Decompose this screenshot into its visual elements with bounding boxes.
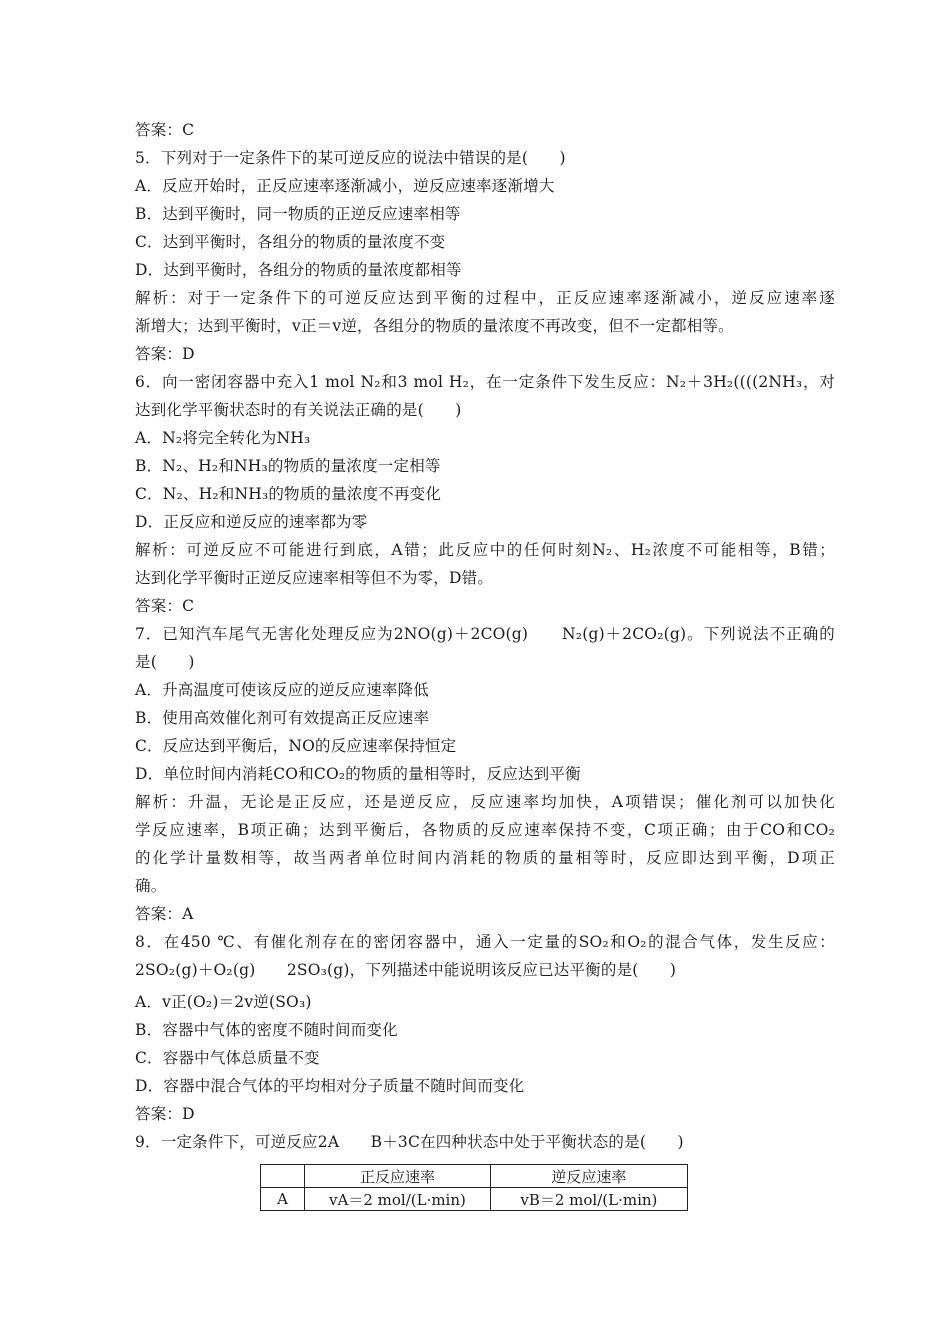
analysis-line: 解析：可逆反应不可能进行到底，A错；此反应中的任何时刻N₂、H₂浓度不可能相等，B错； xyxy=(135,541,835,559)
table-cell: A xyxy=(261,1188,305,1211)
question-8-cont: 2SO₂(g)＋O₂(g) 2SO₃(g)，下列描述中能说明该反应已达平衡的是( ) xyxy=(135,961,677,979)
option-line: A．升高温度可使该反应的逆反应速率降低 xyxy=(135,681,429,699)
option-line: B．使用高效催化剂可有效提高正反应速率 xyxy=(135,709,430,727)
question-7-cont: 是( ) xyxy=(135,653,195,671)
rate-table xyxy=(260,1164,688,1211)
option-line: A．反应开始时，正反应速率逐渐减小，逆反应速率逐渐增大 xyxy=(135,177,555,195)
table-cell: vA＝2 mol/(L·min) xyxy=(305,1188,491,1211)
analysis-line: 的化学计量数相等，故当两者单位时间内消耗的物质的量相等时，反应即达到平衡，D项正 xyxy=(135,849,835,867)
table-header-cell xyxy=(261,1165,305,1188)
analysis-line: 解析：对于一定条件下的可逆反应达到平衡的过程中，正反应速率逐渐减小，逆反应速率逐 xyxy=(135,289,835,307)
answer-line: 答案：C xyxy=(135,597,195,615)
answer-line: 答案：D xyxy=(135,1105,195,1123)
question-9: 9．一定条件下，可逆反应2A B＋3C在四种状态中处于平衡状态的是( ) xyxy=(135,1133,684,1151)
option-line: C．容器中气体总质量不变 xyxy=(135,1049,320,1067)
question-8: 8．在450 ℃、有催化剂存在的密闭容器中，通入一定量的SO₂和O₂的混合气体，发生反应： xyxy=(135,933,835,951)
option-line: C．达到平衡时，各组分的物质的量浓度不变 xyxy=(135,233,446,251)
question-6: 6．向一密闭容器中充入1 mol N₂和3 mol H₂，在一定条件下发生反应：N₂＋3H₂((((2NH₃，对 xyxy=(135,373,835,391)
question-5: 5．下列对于一定条件下的某可逆反应的说法中错误的是( ) xyxy=(135,149,566,167)
analysis-line: 确。 xyxy=(135,877,167,895)
option-line: B．容器中气体的密度不随时间而变化 xyxy=(135,1021,398,1039)
option-line: D．单位时间内消耗CO和CO₂的物质的量相等时，反应达到平衡 xyxy=(135,765,581,783)
question-7: 7．已知汽车尾气无害化处理反应为2NO(g)＋2CO(g) N₂(g)＋2CO₂(g)。下列说法不正确的 xyxy=(135,625,835,643)
analysis-line: 学反应速率，B项正确；达到平衡后，各物质的反应速率保持不变，C项正确；由于CO和CO₂ xyxy=(135,821,835,839)
option-line: D．容器中混合气体的平均相对分子质量不随时间而变化 xyxy=(135,1077,525,1095)
table-cell: vB＝2 mol/(L·min) xyxy=(490,1188,687,1211)
answer-line: 答案：D xyxy=(135,345,195,363)
analysis-line: 渐增大；达到平衡时，v正＝v逆，各组分的物质的量浓度不再改变，但不一定都相等。 xyxy=(135,317,734,335)
option-line: C．反应达到平衡后，NO的反应速率保持恒定 xyxy=(135,737,457,755)
analysis-line: 解析：升温，无论是正反应，还是逆反应，反应速率均加快，A项错误；催化剂可以加快化 xyxy=(135,793,835,811)
answer-line: 答案：C xyxy=(135,121,195,139)
option-line: A．N₂将完全转化为NH₃ xyxy=(135,429,311,447)
option-line: A．v正(O₂)＝2v逆(SO₃) xyxy=(135,993,312,1011)
analysis-line: 达到化学平衡时正逆反应速率相等但不为零，D错。 xyxy=(135,569,494,587)
table-header-row xyxy=(261,1165,688,1188)
table-row xyxy=(261,1188,688,1211)
option-line: D．达到平衡时，各组分的物质的量浓度都相等 xyxy=(135,261,462,279)
table-header-cell: 逆反应速率 xyxy=(490,1165,687,1188)
option-line: D．正反应和逆反应的速率都为零 xyxy=(135,513,368,531)
option-line: B．达到平衡时，同一物质的正逆反应速率相等 xyxy=(135,205,461,223)
answer-line: 答案：A xyxy=(135,905,194,923)
question-6-cont: 达到化学平衡状态时的有关说法正确的是( ) xyxy=(135,401,462,419)
option-line: B．N₂、H₂和NH₃的物质的量浓度一定相等 xyxy=(135,457,441,475)
table-header-cell: 正反应速率 xyxy=(305,1165,491,1188)
option-line: C．N₂、H₂和NH₃的物质的量浓度不再变化 xyxy=(135,485,442,503)
